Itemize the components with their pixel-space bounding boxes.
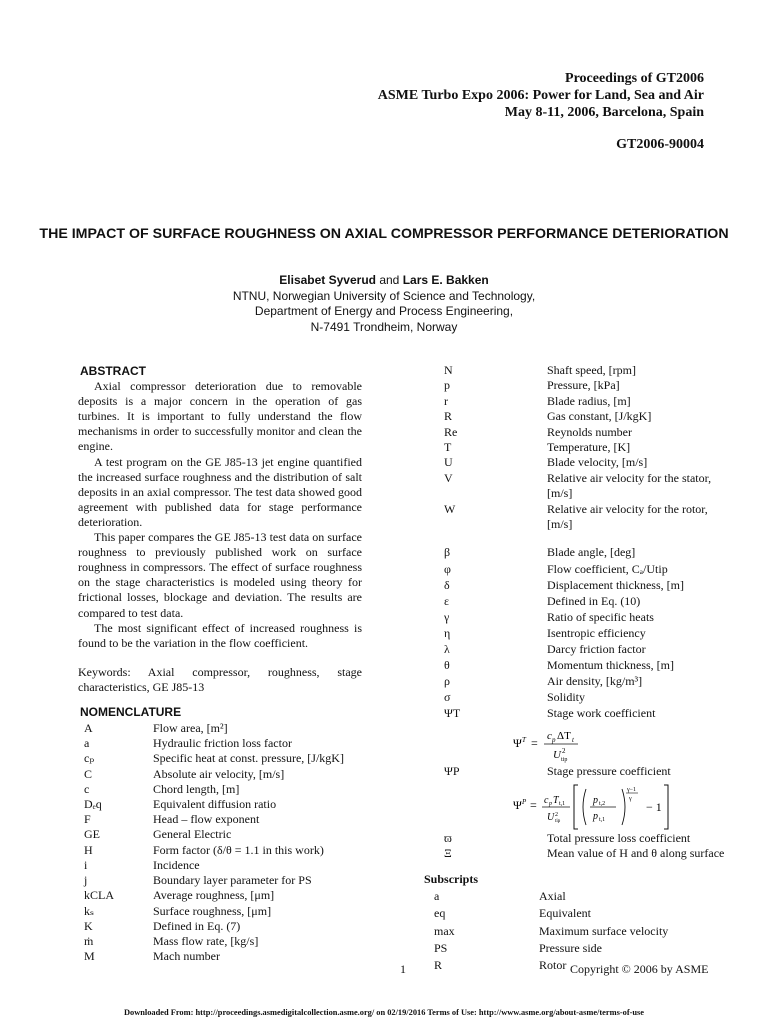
nomenclature-row — [410, 455, 730, 470]
svg-text:P: P — [522, 797, 527, 806]
symbol: i — [84, 857, 88, 872]
abstract-heading: ABSTRACT — [80, 364, 146, 378]
description: Defined in Eq. (7) — [153, 918, 241, 933]
proceedings-line: Proceedings of GT2006 — [565, 71, 704, 86]
symbol: GE — [84, 827, 100, 842]
symbol: p — [444, 378, 450, 393]
svg-text:T: T — [553, 794, 559, 806]
symbol: M — [84, 949, 95, 964]
nomenclature-row — [410, 471, 730, 502]
nomenclature-row — [78, 782, 344, 797]
description: Displacement thickness, [m] — [547, 577, 684, 592]
description: Mass flow rate, [kg/s] — [153, 933, 259, 948]
symbol: W — [444, 501, 456, 516]
description: Relative air velocity for the stator, [m/s] — [547, 470, 712, 501]
description: Blade velocity, [m/s] — [547, 455, 648, 470]
nomenclature-row — [410, 425, 730, 440]
nomenclature-row — [78, 873, 344, 888]
svg-text:γ: γ — [629, 795, 632, 802]
description: Gas constant, [J/kgK] — [547, 409, 652, 424]
nomenclature-row — [410, 764, 671, 779]
symbol: T — [444, 440, 452, 455]
psi-p-table — [410, 764, 671, 779]
symbol: φ — [444, 561, 451, 576]
nomenclature-row — [78, 843, 344, 858]
description: Isentropic efficiency — [547, 625, 646, 640]
description: Stage pressure coefficient — [547, 763, 671, 778]
description: Rotor — [539, 958, 567, 973]
description: Hydraulic friction loss factor — [153, 736, 292, 751]
proceedings-header — [378, 70, 704, 121]
description: Shaft speed, [rpm] — [547, 363, 636, 377]
psi-p-equation-graphic — [410, 779, 730, 831]
nomenclature-row — [410, 561, 684, 577]
nomenclature-row — [410, 378, 730, 393]
symbol: σ — [444, 690, 451, 705]
nomenclature-row — [78, 904, 344, 919]
symbol: PS — [434, 940, 448, 955]
symbol: max — [434, 923, 455, 938]
description: Total pressure loss coefficient — [547, 830, 691, 845]
nomenclature-row — [412, 924, 668, 939]
symbol: kCLA — [84, 888, 114, 903]
nomenclature-row — [78, 949, 344, 964]
symbol: cₚ — [84, 751, 95, 766]
svg-text:U: U — [553, 748, 561, 761]
symbol: ΨT — [444, 706, 461, 721]
description: Flow coefficient, Cₐ/Utip — [547, 561, 668, 576]
symbol: ρ — [444, 674, 450, 689]
symbol: θ — [444, 658, 450, 673]
symbol: ε — [444, 593, 450, 608]
svg-text:t,2: t,2 — [599, 800, 606, 807]
symbol: R — [434, 958, 443, 973]
abstract-paragraph: The most significant effect of increased roughness is found to be the variation in the flow coefficient. — [78, 620, 362, 650]
description: Relative air velocity for the rotor, [m/s] — [547, 501, 708, 532]
symbol: λ — [444, 642, 450, 657]
nomenclature-row — [78, 934, 344, 949]
svg-text:Ψ: Ψ — [513, 735, 522, 750]
description: Darcy friction factor — [547, 642, 646, 657]
svg-text:=: = — [530, 797, 537, 812]
svg-text:p: p — [593, 810, 598, 822]
symbol: R — [444, 409, 453, 424]
copyright-notice: Copyright © 2006 by ASME — [570, 962, 709, 976]
author-line — [0, 273, 768, 289]
description: Chord length, [m] — [153, 781, 240, 796]
proceedings-line: May 8-11, 2006, Barcelona, Spain — [504, 105, 704, 120]
svg-text:2: 2 — [555, 811, 558, 818]
subscripts-heading: Subscripts — [424, 871, 479, 886]
description: Mach number — [153, 949, 220, 964]
nomenclature-row — [78, 767, 344, 782]
nomenclature-row — [78, 888, 344, 903]
description: Form factor (δ/θ = 1.1 in this work) — [153, 842, 324, 857]
nomenclature-row — [78, 858, 344, 873]
svg-text:c: c — [544, 794, 549, 806]
description: Surface roughness, [μm] — [153, 903, 272, 918]
description: Defined in Eq. (10) — [547, 593, 641, 608]
svg-text:γ−1: γ−1 — [627, 786, 637, 793]
svg-text:t,1: t,1 — [559, 800, 566, 807]
description: Absolute air velocity, [m/s] — [153, 766, 285, 781]
symbol: ṁ — [84, 933, 94, 948]
svg-text:=: = — [531, 735, 538, 750]
description: Blade angle, [deg] — [547, 545, 636, 560]
symbol: ϖ — [444, 830, 452, 845]
author-name: Elisabet Syverud — [279, 273, 376, 287]
symbol: kₛ — [84, 903, 95, 918]
symbol: U — [444, 455, 453, 470]
nomenclature-row — [410, 502, 730, 533]
symbol: c — [84, 781, 90, 796]
nomenclature-row — [78, 797, 344, 812]
stage-work-coefficient-equation — [410, 722, 730, 764]
description: Axial — [539, 888, 566, 903]
symbol: η — [444, 625, 451, 640]
nomenclature-row — [78, 827, 344, 842]
nomenclature-row — [410, 641, 684, 657]
abstract-paragraph: A test program on the GE J85-13 jet engine quantified the increased surface roughness and the distribution of salt deposits in an axial compressor. The test data showed good agreement with published data for stage performance deterioration. — [78, 454, 362, 529]
paper-id: GT2006-90004 — [616, 137, 704, 152]
svg-text:T: T — [522, 735, 526, 744]
symbol: β — [444, 545, 451, 560]
nomenclature-row — [410, 440, 730, 455]
nomenclature-row — [410, 593, 684, 609]
description: Stage work coefficient — [547, 706, 656, 721]
nomenclature-table-right — [410, 363, 730, 532]
nomenclature-row — [412, 906, 668, 921]
description: Ratio of specific heats — [547, 609, 654, 624]
loss-symbols-table — [410, 831, 724, 862]
greek-symbols-table — [410, 544, 684, 721]
description: General Electric — [153, 827, 232, 842]
nomenclature-row — [410, 846, 724, 861]
nomenclature-row — [410, 409, 730, 424]
abstract-paragraph: Axial compressor deterioration due to removable deposits is a major concern in the operation of gas turbines. It is important to fully understand the flow mechanisms in order to successfully monitor and clean the engine. — [78, 379, 362, 454]
description: Momentum thickness, [m] — [547, 658, 674, 673]
description: Temperature, [K] — [547, 440, 631, 455]
symbol: F — [84, 812, 91, 827]
proceedings-line: ASME Turbo Expo 2006: Power for Land, Sea and Air — [377, 88, 704, 103]
nomenclature-row — [410, 394, 730, 409]
symbol: ΨP — [444, 763, 460, 778]
description: Incidence — [153, 857, 200, 872]
nomenclature-row — [410, 577, 684, 593]
description: Mean value of H and θ along surface — [547, 846, 725, 861]
symbol: K — [84, 918, 93, 933]
description: Pressure side — [539, 940, 602, 955]
download-footer: Downloaded From: http://proceedings.asmedigitalcollection.asme.org/ on 02/19/2016 Terms of Use: http://www.asme.org/about-asme/terms-of-use — [123, 1008, 645, 1017]
nomenclature-row — [410, 363, 730, 378]
right-column — [410, 363, 730, 976]
paper-title: THE IMPACT OF SURFACE ROUGHNESS ON AXIAL COMPRESSOR PERFORMANCE DETERIORATION — [39, 226, 729, 242]
symbol: H — [84, 842, 93, 857]
svg-text:tip: tip — [561, 756, 568, 763]
nomenclature-heading: NOMENCLATURE — [80, 704, 182, 719]
svg-text:t: t — [572, 735, 574, 744]
affiliation-line: N-7491 Trondheim, Norway — [310, 319, 458, 334]
symbol: a — [434, 888, 440, 903]
svg-text:tip: tip — [555, 818, 561, 824]
nomenclature-table-left — [78, 721, 344, 964]
symbol: Dₑq — [84, 797, 102, 812]
svg-text:p: p — [549, 800, 552, 807]
author-conjunction: and — [375, 273, 403, 287]
keywords: Keywords: Axial compressor, roughness, stage characteristics, GE J85-13 — [78, 664, 362, 694]
nomenclature-row — [410, 705, 684, 721]
stage-pressure-coefficient-equation — [410, 779, 730, 831]
nomenclature-row — [410, 625, 684, 641]
svg-text:Ψ: Ψ — [513, 797, 522, 812]
nomenclature-row — [410, 657, 684, 673]
psi-t-equation-graphic — [410, 722, 730, 764]
svg-text:2: 2 — [562, 746, 566, 755]
symbol: a — [84, 736, 90, 751]
svg-text:− 1: − 1 — [646, 799, 662, 814]
description: Reynolds number — [547, 424, 632, 439]
nomenclature-row — [78, 751, 344, 766]
author-name: Lars E. Bakken — [402, 273, 489, 287]
symbol: j — [84, 873, 88, 888]
nomenclature-row — [78, 721, 344, 736]
svg-text:t,1: t,1 — [599, 816, 606, 823]
affiliation-line: NTNU, Norwegian University of Science and Technology, — [232, 288, 536, 303]
svg-text:c: c — [547, 729, 552, 742]
affiliation-line: Department of Energy and Process Engineering, — [254, 304, 514, 318]
description: Head – flow exponent — [153, 812, 260, 827]
nomenclature-row — [410, 689, 684, 705]
symbol: C — [84, 766, 93, 781]
nomenclature-row — [410, 544, 684, 560]
svg-text:ΔT: ΔT — [557, 729, 571, 742]
symbol: Re — [444, 424, 458, 439]
authors-block — [0, 273, 768, 335]
nomenclature-row — [410, 609, 684, 625]
description: Boundary layer parameter for PS — [153, 873, 312, 888]
page-number: 1 — [400, 962, 406, 976]
symbol: Ξ — [444, 846, 452, 861]
symbol: N — [444, 363, 453, 377]
description: Blade radius, [m] — [547, 393, 631, 408]
nomenclature-row — [78, 812, 344, 827]
description: Equivalent diffusion ratio — [153, 797, 277, 812]
symbol: r — [444, 393, 448, 408]
symbol: δ — [444, 577, 450, 592]
symbol: V — [444, 470, 453, 485]
description: Pressure, [kPa] — [547, 378, 620, 393]
nomenclature-row — [78, 736, 344, 751]
left-column — [78, 364, 362, 964]
description: Solidity — [547, 690, 586, 705]
abstract-paragraph: This paper compares the GE J85-13 test data on surface roughness to previously published work on surface roughness in compressors. The effect of surface roughness on the stage characteristics is modeled using theory for frictional losses, blockage and deviation. The results are compared to test data. — [78, 530, 362, 620]
description: Air density, [kg/m³] — [547, 674, 643, 689]
nomenclature-row — [410, 831, 724, 846]
nomenclature-row — [412, 889, 668, 904]
description: Specific heat at const. pressure, [J/kgK] — [153, 751, 344, 766]
nomenclature-row — [410, 673, 684, 689]
symbol: eq — [434, 906, 446, 921]
svg-text:U: U — [547, 811, 555, 823]
symbol: γ — [444, 609, 450, 624]
nomenclature-row — [78, 919, 344, 934]
description: Equivalent — [539, 906, 591, 921]
description: Flow area, [m²] — [153, 721, 228, 736]
svg-text:p: p — [552, 735, 556, 744]
description: Maximum surface velocity — [539, 923, 669, 938]
svg-text:p: p — [593, 794, 598, 806]
description: Average roughness, [μm] — [153, 888, 275, 903]
symbol: A — [84, 721, 93, 736]
nomenclature-row — [412, 941, 668, 956]
